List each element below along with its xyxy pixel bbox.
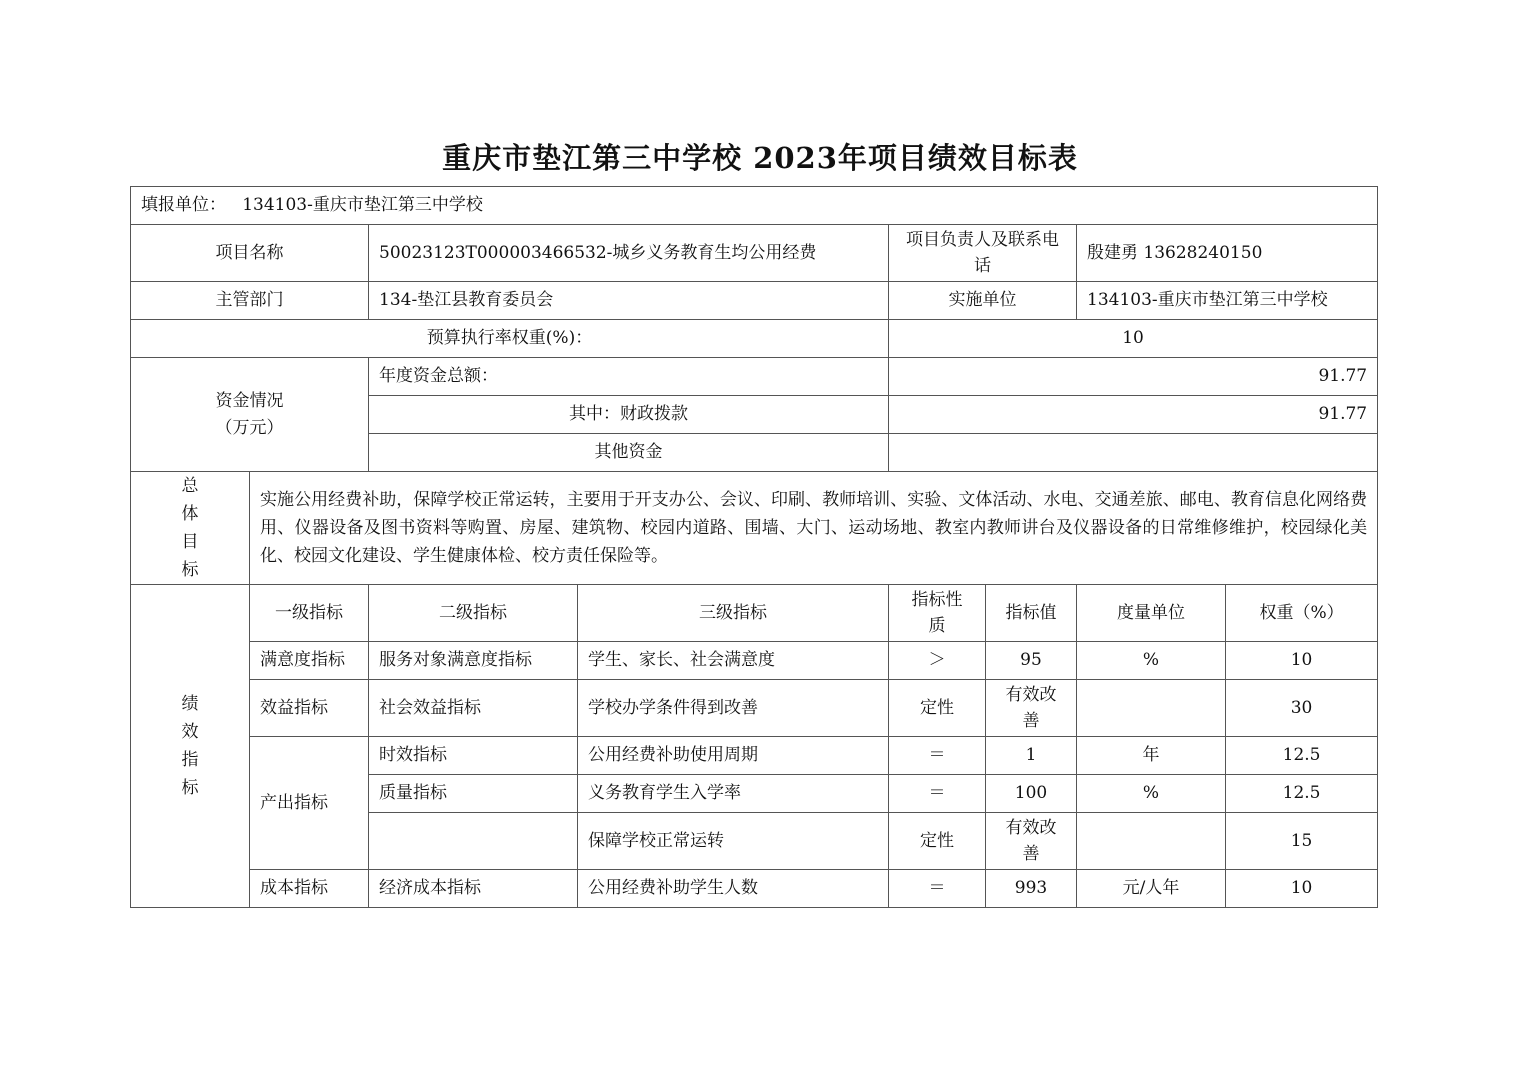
- performance-target-table: [130, 186, 1378, 908]
- project-name-value: 50023123T000003466532-城乡义务教育生均公用经费: [369, 225, 889, 282]
- row-value: 有效改 善: [986, 680, 1077, 737]
- goal-label: 总 体 目 标: [131, 472, 250, 585]
- row-level3: 公用经费补助使用周期: [578, 737, 889, 775]
- row-nature: 定性: [889, 813, 986, 870]
- row-level3: 学校办学条件得到改善: [578, 680, 889, 737]
- goal-row: [131, 472, 1378, 585]
- filler-unit-cell: [131, 187, 1378, 225]
- row-level2: 经济成本指标: [369, 870, 578, 908]
- row-unit: [1077, 680, 1226, 737]
- row-unit: 年: [1077, 737, 1226, 775]
- row-level2: 质量指标: [369, 775, 578, 813]
- row-level3: 公用经费补助学生人数: [578, 870, 889, 908]
- row-nature: ＝: [889, 870, 986, 908]
- row-level2: 社会效益指标: [369, 680, 578, 737]
- row-nature: ＝: [889, 737, 986, 775]
- row-unit: %: [1077, 775, 1226, 813]
- table-row: [131, 737, 1378, 775]
- funds-label-line2: （万元）: [215, 417, 284, 438]
- project-name-label: 项目名称: [131, 225, 369, 282]
- row-unit: 元/人年: [1077, 870, 1226, 908]
- header-level1: 一级指标: [250, 585, 369, 642]
- table-row: [131, 642, 1378, 680]
- row-weight: 10: [1226, 870, 1378, 908]
- row-weight: 15: [1226, 813, 1378, 870]
- budget-weight-row: [131, 320, 1378, 358]
- funds-other-label: 其他资金: [369, 434, 889, 472]
- row-level1: 满意度指标: [250, 642, 369, 680]
- perf-label: 绩 效 指 标: [131, 585, 250, 908]
- owner-label: 项目负责人及联系电话: [889, 225, 1077, 282]
- header-unit: 度量单位: [1077, 585, 1226, 642]
- budget-weight-label: 预算执行率权重(%)：: [131, 320, 889, 358]
- filler-unit-value: 134103-重庆市垫江第三中学校: [242, 195, 483, 215]
- row-value: 有效改 善: [986, 813, 1077, 870]
- header-level3: 三级指标: [578, 585, 889, 642]
- row-unit: %: [1077, 642, 1226, 680]
- filler-row: [131, 187, 1378, 225]
- impl-unit-value: 134103-重庆市垫江第三中学校: [1077, 282, 1378, 320]
- row-level3: 义务教育学生入学率: [578, 775, 889, 813]
- funds-fiscal-value: 91.77: [889, 396, 1378, 434]
- funds-total-row: [131, 358, 1378, 396]
- row-value: 95: [986, 642, 1077, 680]
- row-weight: 10: [1226, 642, 1378, 680]
- row-level1: 效益指标: [250, 680, 369, 737]
- row-weight: 30: [1226, 680, 1378, 737]
- row-weight: 12.5: [1226, 737, 1378, 775]
- row-value: 100: [986, 775, 1077, 813]
- impl-unit-label: 实施单位: [889, 282, 1077, 320]
- row-value: 1: [986, 737, 1077, 775]
- row-nature: 定性: [889, 680, 986, 737]
- dept-label: 主管部门: [131, 282, 369, 320]
- header-level2: 二级指标: [369, 585, 578, 642]
- row-level1: 产出指标: [250, 737, 369, 870]
- filler-unit-label: 填报单位：: [141, 195, 226, 215]
- owner-value: 殷建勇 13628240150: [1077, 225, 1378, 282]
- funds-total-value: 91.77: [889, 358, 1378, 396]
- row-weight: 12.5: [1226, 775, 1378, 813]
- goal-text: 实施公用经费补助，保障学校正常运转，主要用于开支办公、会议、印刷、教师培训、实验、文体活动、水电、交通差旅、邮电、教育信息化网络费用、仪器设备及图书资料等购置、房屋、建筑物、校园内道路、围墙、大门、运动场地、教室内教师讲台及仪器设备的日常维修维护，校园绿化美化、校园文化建设、学生健康体检、校方责任保险等。: [250, 472, 1378, 585]
- header-weight: 权重（%）: [1226, 585, 1378, 642]
- header-nature: 指标性 质: [889, 585, 986, 642]
- page-title: 重庆市垫江第三中学校 2023年项目绩效目标表: [442, 141, 1078, 175]
- funds-total-label: 年度资金总额：: [369, 358, 889, 396]
- dept-row: [131, 282, 1378, 320]
- row-level3: 学生、家长、社会满意度: [578, 642, 889, 680]
- budget-weight-value: 10: [889, 320, 1378, 358]
- header-value: 指标值: [986, 585, 1077, 642]
- perf-header-row: [131, 585, 1378, 642]
- dept-value: 134-垫江县教育委员会: [369, 282, 889, 320]
- project-row: [131, 225, 1378, 282]
- funds-fiscal-label: 其中：财政拨款: [369, 396, 889, 434]
- row-level2: 时效指标: [369, 737, 578, 775]
- row-level3: 保障学校正常运转: [578, 813, 889, 870]
- row-nature: ＞: [889, 642, 986, 680]
- row-level2: [369, 813, 578, 870]
- table-row: [131, 680, 1378, 737]
- row-level2: 服务对象满意度指标: [369, 642, 578, 680]
- row-value: 993: [986, 870, 1077, 908]
- funds-other-value: [889, 434, 1378, 472]
- row-nature: ＝: [889, 775, 986, 813]
- row-unit: [1077, 813, 1226, 870]
- table-row: [131, 870, 1378, 908]
- funds-label-line1: 资金情况: [215, 390, 284, 411]
- row-level1: 成本指标: [250, 870, 369, 908]
- funds-label: [131, 358, 369, 472]
